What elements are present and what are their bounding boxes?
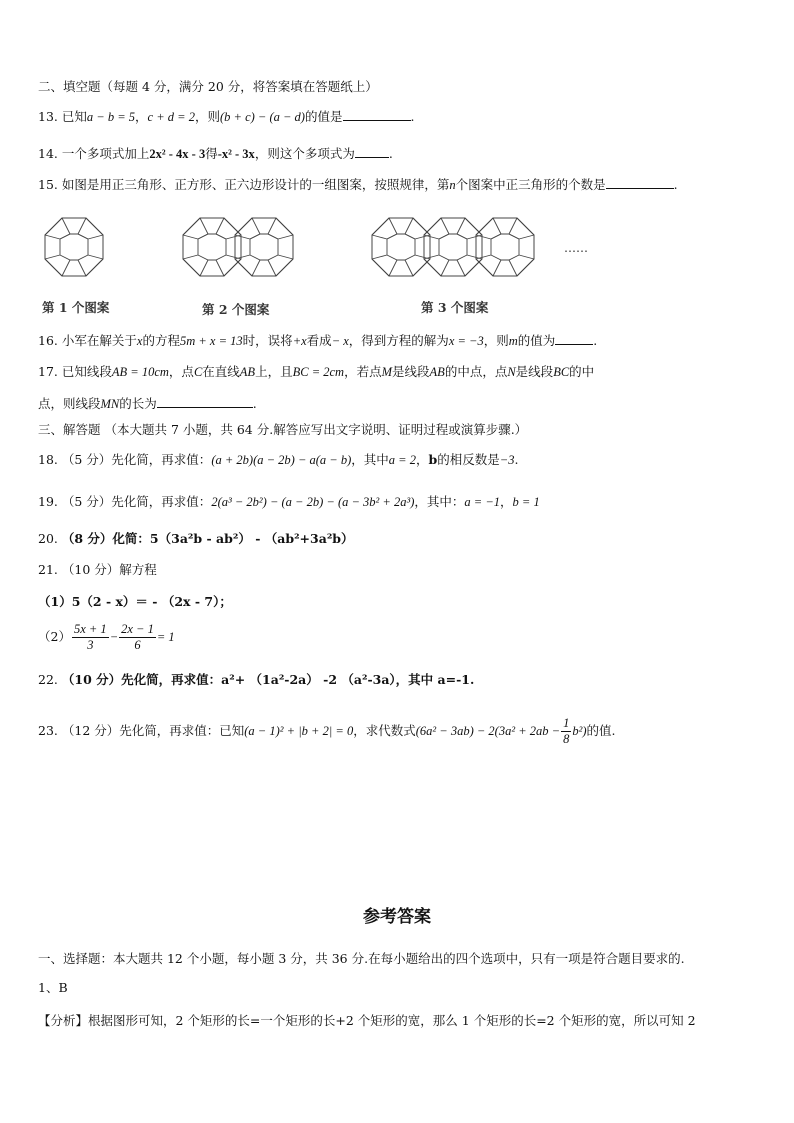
q20-text: （8 分）化简：5（3a²b - ab²） - （ab²+3a²b） — [61, 531, 354, 546]
q14-text-post: ，则这个多项式为 — [254, 146, 355, 161]
q16-number: 16. — [38, 333, 58, 348]
q14-math-2: -x² - 3x — [217, 147, 255, 161]
q13-math-3: (b + c) − (a − d) — [219, 110, 305, 124]
answer-1-analysis: 【分析】根据图形可知，2 个矩形的长=一个矩形的长+2 个矩形的宽，那么 1 个矩形的长=2 个矩形的宽，所以可知 2 — [38, 1013, 696, 1028]
q23-math-1: (a − 1)² + |b + 2| = 0 — [244, 724, 354, 738]
q17-number: 17. — [38, 364, 58, 379]
q16-text: 小军在解关于 — [61, 333, 137, 348]
q23-math-3b: b²) — [572, 724, 587, 738]
q18-text: （5 分）先化简，再求值： — [61, 452, 212, 467]
q21-fraction-1 — [72, 622, 109, 653]
q16-math-4: − x — [331, 334, 349, 348]
q23-number: 23. — [38, 723, 58, 738]
q13-text: 已知 — [61, 109, 87, 124]
q17-math-7: N — [507, 365, 516, 379]
q13-math-2: c + d = 2 — [147, 110, 195, 124]
q17-text-e: 是线段 — [392, 364, 430, 379]
q21-number: 21. — [38, 562, 58, 577]
q18-text-mid: ，其中 — [351, 452, 389, 467]
pattern-2 — [183, 218, 293, 276]
q19-math-1: 2(a³ − 2b²) − (a − 2b) − (a − 3b² + 2a³) — [211, 495, 415, 509]
q14-end: . — [388, 146, 393, 161]
q21-fraction-2-numerator: 2x − 1 — [121, 622, 154, 636]
q19-math-3: b = 1 — [512, 495, 540, 509]
q17-text-line2a: 点，则线段 — [38, 396, 101, 411]
q16-math-3: +x — [292, 334, 307, 348]
answer-blank[interactable] — [343, 108, 411, 121]
answers-section-header: 一、选择题：本大题共 12 个小题，每小题 3 分，共 36 分.在每小题给出的四个选项中，只有一项是符合题目要求的. — [38, 951, 685, 966]
q18-math-3: b — [428, 452, 438, 467]
q17-text-g: 是线段 — [515, 364, 554, 379]
q19-text-mid: ，其中： — [414, 494, 465, 509]
question-22 — [38, 671, 474, 689]
section-header-fill: 二、填空题（每题 4 分，满分 20 分，将答案填在答题纸上） — [38, 79, 378, 94]
q18-math-2: a = 2 — [388, 453, 416, 467]
q16-text-a: 的方程 — [142, 333, 180, 348]
q13-math-1: a − b = 5 — [86, 110, 136, 124]
q18-math-1: (a + 2b)(a − 2b) − a(a − b) — [211, 453, 352, 467]
q15-end: . — [673, 177, 678, 192]
q21-minus: − — [109, 630, 119, 644]
q21-equals: = 1 — [156, 630, 175, 644]
q19-sep: ， — [500, 494, 513, 509]
q16-math-1: x — [136, 334, 143, 348]
q16-text-e: ，则 — [483, 333, 509, 348]
question-16 — [38, 332, 597, 350]
q17-math-6: AB — [429, 365, 445, 379]
question-23 — [38, 714, 615, 748]
q13-end: . — [410, 109, 415, 124]
q16-text-b: 时，误将 — [242, 333, 293, 348]
q16-text-f: 的值为 — [517, 333, 556, 348]
q21-text: （10 分）解方程 — [61, 562, 157, 577]
q17-math-5: M — [381, 365, 393, 379]
q23-text-mid: ，求代数式 — [353, 723, 416, 738]
q14-text: 一个多项式加上 — [61, 146, 150, 161]
q23-math-2: (6a² − 3ab) − 2 — [415, 724, 495, 738]
q17-math-4: BC = 2cm — [292, 365, 345, 379]
q14-text-mid: 得 — [205, 146, 218, 161]
question-21-part-1 — [38, 593, 232, 611]
q17-math-3: AB — [239, 365, 256, 379]
q18-text-post: 的相反数是 — [437, 452, 500, 467]
q17-text-c: 上，且 — [255, 364, 293, 379]
q18-end: . — [514, 452, 519, 467]
q22-number: 22. — [38, 672, 58, 687]
q13-text-post: 的值是 — [304, 109, 343, 124]
q21-fraction-2 — [119, 622, 156, 653]
question-17 — [38, 363, 594, 381]
answer-blank[interactable] — [157, 395, 253, 408]
pattern-1 — [45, 218, 103, 276]
q21-part-1-text: （1）5（2 - x）＝ - （2x - 7）； — [38, 594, 232, 609]
answers-title: 参考答案 — [363, 907, 431, 927]
q17-math-2: C — [193, 365, 203, 379]
q18-math-4: −3 — [499, 453, 515, 467]
answer-blank[interactable] — [355, 145, 389, 158]
q17-text: 已知线段 — [61, 364, 112, 379]
q15-number: 15. — [38, 177, 58, 192]
q16-text-d: ，得到方程的解为 — [348, 333, 449, 348]
figure-caption-2: 第 2 个图案 — [202, 302, 270, 317]
q17-text-line2b: 的长为 — [119, 396, 157, 411]
q23-fraction — [561, 716, 571, 747]
q16-text-c: 看成 — [306, 333, 332, 348]
question-15 — [38, 176, 678, 194]
q17-text-f: 的中点，点 — [444, 364, 508, 379]
q19-number: 19. — [38, 494, 58, 509]
answer-blank[interactable] — [606, 176, 674, 189]
q17-text-d: ，若点 — [344, 364, 382, 379]
q16-math-5: x = −3 — [448, 334, 484, 348]
q19-text: （5 分）先化简，再求值： — [61, 494, 212, 509]
q21-part-2-label: （2） — [38, 629, 71, 644]
q18-number: 18. — [38, 452, 58, 467]
q15-text-post: 个图案中正三角形的个数是 — [455, 177, 606, 192]
q23-fraction-numerator: 1 — [563, 716, 570, 730]
pattern-figures — [36, 205, 756, 295]
q17-text-a: ，点 — [168, 364, 194, 379]
q14-math-1: 2x² - 4x - 3 — [149, 147, 206, 161]
q15-math-1: n — [449, 178, 456, 192]
q17-math-1: AB = 10cm — [111, 365, 169, 379]
question-20 — [38, 530, 354, 548]
q13-number: 13. — [38, 109, 58, 124]
pattern-3 — [372, 218, 534, 276]
question-13 — [38, 108, 414, 126]
q16-math-6: m — [508, 334, 518, 348]
q16-end: . — [593, 333, 598, 348]
question-14 — [38, 145, 393, 163]
section-header-solve: 三、解答题 （本大题共 7 小题，共 64 分.解答应写出文字说明、证明过程或演算步骤.） — [38, 422, 528, 437]
q17-text-h: 的中 — [569, 364, 595, 379]
figure-caption-1: 第 1 个图案 — [42, 300, 110, 315]
figure-dots: …… — [564, 241, 588, 255]
q23-math-3a: (3a² + 2ab − — [494, 724, 561, 738]
q18-sep: ， — [415, 452, 429, 467]
q13-text-mid: ，则 — [194, 109, 220, 124]
q21-fraction-2-denominator: 6 — [134, 638, 141, 652]
q23-text-post: 的值. — [586, 723, 616, 738]
q15-text: 如图是用正三角形、正方形、正六边形设计的一组图案，按照规律，第 — [61, 177, 450, 192]
q14-number: 14. — [38, 146, 58, 161]
q23-fraction-denominator: 8 — [563, 732, 570, 746]
question-17-line-2 — [38, 395, 257, 413]
question-19 — [38, 493, 540, 511]
question-21-part-2 — [38, 620, 175, 654]
q19-math-2: a = −1 — [464, 495, 501, 509]
q21-fraction-1-denominator: 3 — [87, 638, 94, 652]
q17-text-b: 在直线 — [202, 364, 240, 379]
figure-caption-3: 第 3 个图案 — [421, 300, 489, 315]
question-18 — [38, 451, 518, 469]
q17-math-8: BC — [553, 365, 570, 379]
q17-math-9: MN — [100, 397, 120, 411]
answer-1: 1、B — [38, 980, 68, 995]
q20-number: 20. — [38, 531, 58, 546]
q21-fraction-1-numerator: 5x + 1 — [73, 622, 107, 636]
q13-sep: ， — [135, 109, 148, 124]
q16-math-2: 5m + x = 13 — [179, 334, 243, 348]
answer-blank[interactable] — [555, 332, 593, 345]
q22-text: （10 分）先化简，再求值：a²+ （1a²-2a） -2 （a²-3a），其中 a=-1. — [61, 672, 475, 687]
q17-end: . — [252, 396, 257, 411]
q23-text: （12 分）先化简，再求值：已知 — [61, 723, 245, 738]
question-21 — [38, 561, 157, 579]
